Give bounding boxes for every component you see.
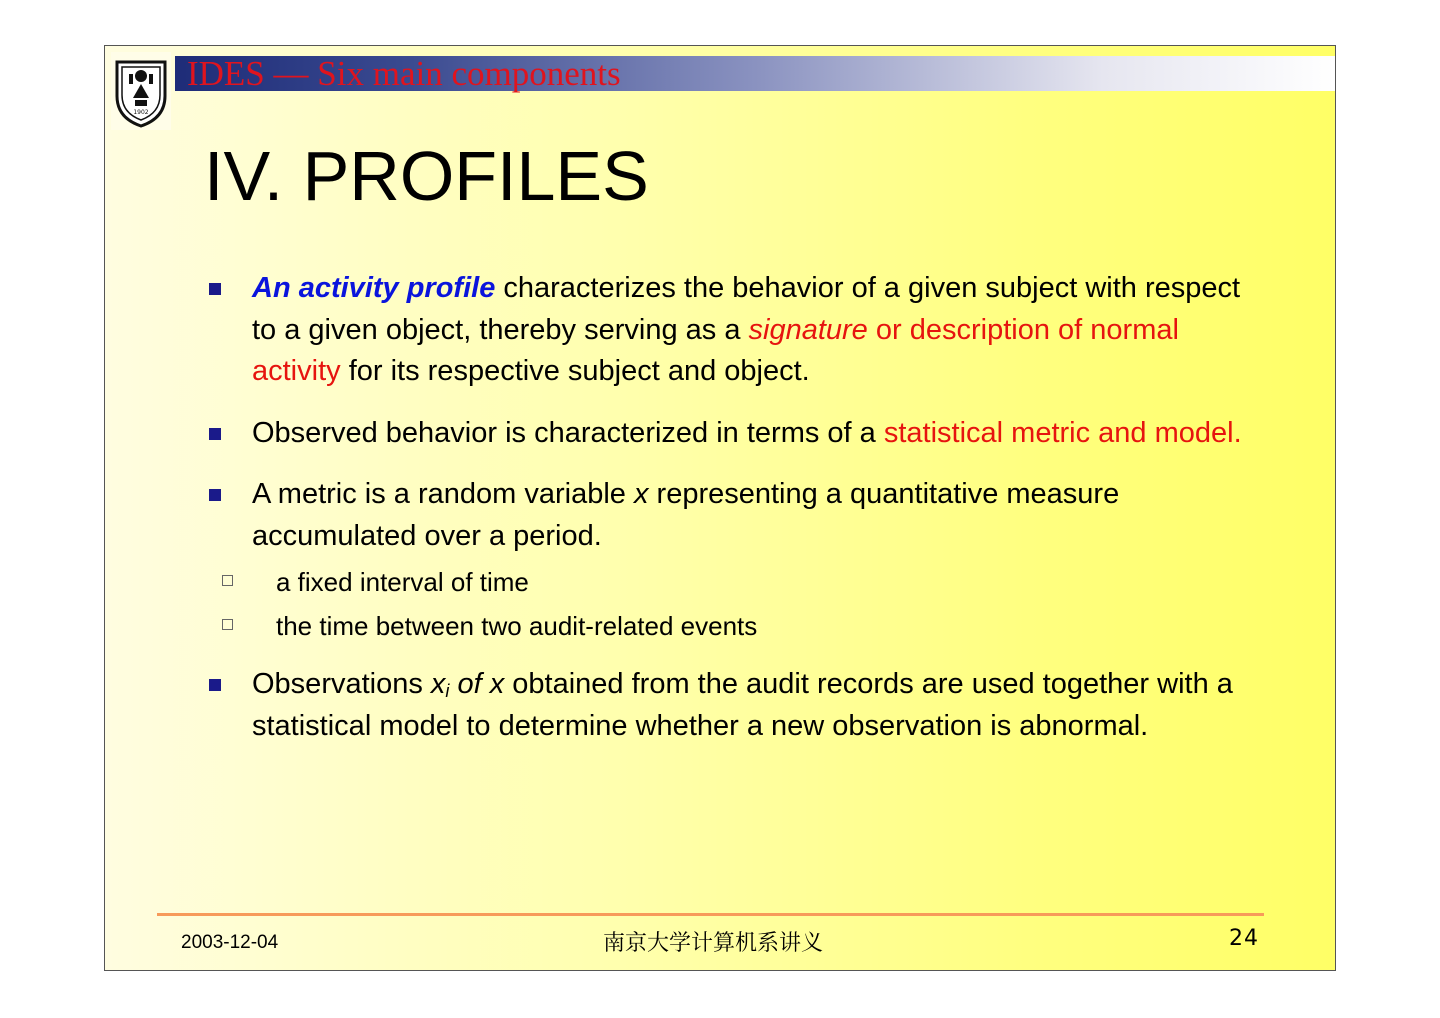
hollow-square-bullet-icon (222, 619, 233, 630)
bullet-text: characterizes the behavior of a given subject with respect to a given object, thereby serving as a (252, 272, 1241, 346)
term-normal-activity: description of normal activity (252, 313, 1179, 387)
term-statistical-metric: statistical metric and model. (883, 416, 1242, 449)
slide-title: IV. PROFILES (204, 137, 649, 215)
square-bullet-icon (209, 489, 221, 501)
bullet-text: representing a quantitative measure accumulated over a period. (252, 478, 1120, 552)
sub-item-text: the time between two audit-related events (276, 611, 758, 641)
bullet-list (204, 268, 1254, 767)
bullet-text: obtained from the audit records are used together with a statistical model to determine whether a new observation is abnormal. (252, 668, 1233, 742)
square-bullet-icon (209, 679, 221, 691)
square-bullet-icon (209, 283, 221, 295)
subscript-i: i (445, 681, 450, 701)
term-activity-profile: An activity profile (252, 272, 496, 304)
bullet-item (204, 413, 1254, 455)
bullet-item (204, 664, 1254, 747)
term-signature: signature (748, 313, 868, 346)
bullet-text: Observed behavior is characterized in terms of a (252, 416, 884, 449)
bullet-text: A metric is a random variable (252, 478, 634, 510)
slide (104, 45, 1336, 971)
hollow-square-bullet-icon (222, 575, 233, 586)
bullet-text: or (867, 313, 910, 346)
sub-list-item (156, 560, 1254, 604)
square-bullet-icon (209, 428, 221, 440)
sub-item-text: a fixed interval of time (276, 567, 529, 597)
bullet-text: Observations (252, 668, 431, 700)
variable-x: x (430, 668, 446, 700)
bullet-text: for its respective subject and object. (340, 355, 810, 387)
header-title: IDES — Six main components (187, 54, 621, 93)
variable-x: x (633, 478, 649, 510)
footer-course-label: 南京大学计算机系讲义 (603, 931, 824, 956)
bullet-item (204, 474, 1254, 557)
footer-divider (157, 913, 1264, 916)
sub-list-item (156, 604, 1254, 648)
sub-list (156, 560, 1254, 648)
footer-date: 2003-12-04 (181, 932, 279, 953)
svg-text:1902: 1902 (133, 109, 149, 116)
bullet-item (204, 268, 1254, 393)
university-seal-icon (111, 52, 171, 130)
variable-of-x: of x (449, 668, 505, 700)
page-number: 24 (1229, 926, 1259, 951)
